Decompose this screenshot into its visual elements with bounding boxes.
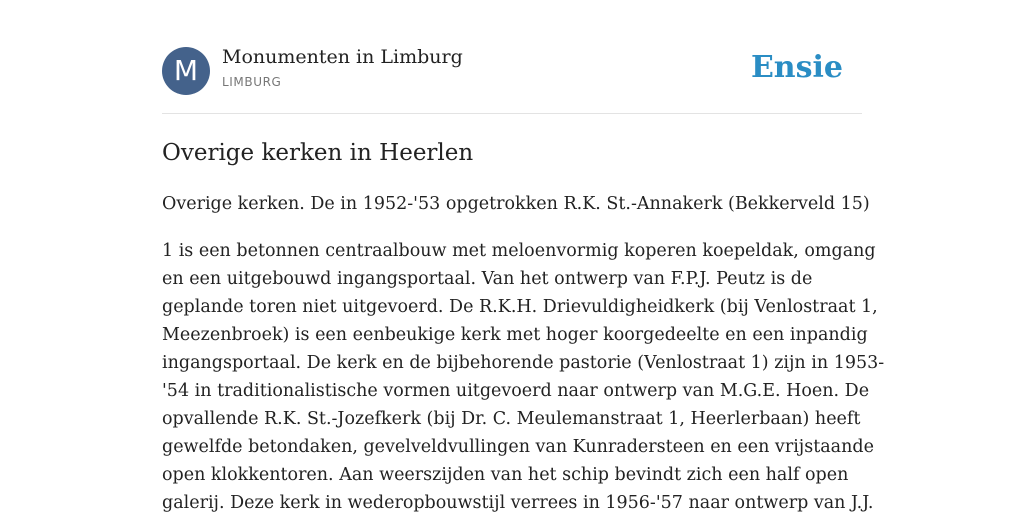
article-title: Overige kerken in Heerlen [162, 140, 474, 166]
article-body-line: open klokkentoren. Aan weerszijden van het schip bevindt zich een half open [162, 465, 849, 485]
article-body-line: 1 is een betonnen centraalbouw met meloenvormig koperen koepeldak, omgang [162, 241, 876, 261]
source-header [162, 46, 862, 96]
article-body-line: '54 in traditionalistische vormen uitgevoerd naar ontwerp van M.G.E. Hoen. De [162, 381, 870, 401]
source-title[interactable]: Monumenten in Limburg [222, 46, 463, 68]
header-divider [162, 113, 862, 114]
source-avatar[interactable]: M [162, 47, 210, 95]
article-body-line: ingangsportaal. De kerk en de bijbehorende pastorie (Venlostraat 1) zijn in 1953- [162, 353, 885, 373]
article-body-line: geplande toren niet uitgevoerd. De R.K.H. Drievuldigheidkerk (bij Venlostraat 1, [162, 297, 878, 317]
ensie-logo[interactable]: Ensie [750, 50, 843, 85]
article-body-line: Meezenbroek) is een eenbeukige kerk met hoger koorgedeelte en een inpandig [162, 325, 868, 345]
article-intro: Overige kerken. De in 1952-'53 opgetrokken R.K. St.-Annakerk (Bekkerveld 15) [162, 194, 870, 214]
article-body-line: gewelfde betondaken, gevelveldvullingen van Kunradersteen en een vrijstaande [162, 437, 874, 457]
source-subtitle: LIMBURG [222, 75, 282, 89]
article-body-line: galerij. Deze kerk in wederopbouwstijl verrees in 1956-'57 naar ontwerp van J.J. [162, 493, 874, 512]
article-body [162, 237, 885, 512]
article-body-line: opvallende R.K. St.-Jozefkerk (bij Dr. C. Meulemanstraat 1, Heerlerbaan) heeft [162, 409, 861, 429]
article-body-line: en een uitgebouwd ingangsportaal. Van het ontwerp van F.P.J. Peutz is de [162, 269, 813, 289]
